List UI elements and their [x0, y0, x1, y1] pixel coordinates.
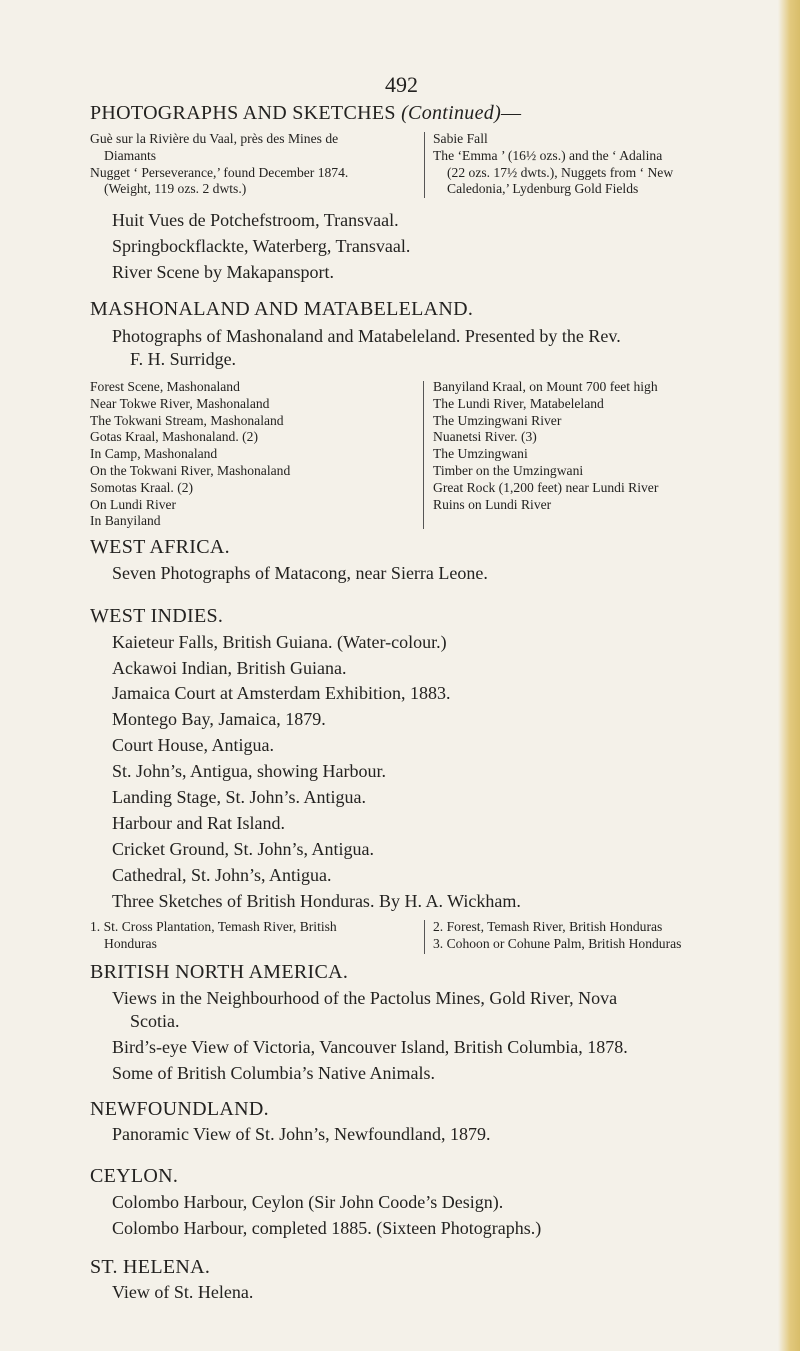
list-item: Seven Photographs of Matacong, near Sierra Leone. [112, 563, 488, 583]
list-item: Ackawoi Indian, British Guiana. [112, 658, 347, 678]
section-heading-st-helena: ST. HELENA. [90, 1256, 211, 1278]
column-divider [424, 920, 425, 954]
list-item: In Camp, Mashonaland [90, 446, 218, 462]
section-heading-mashonaland: MASHONALAND AND MATABELELAND. [90, 298, 474, 320]
list-item: 1. St. Cross Plantation, Temash River, British [90, 919, 337, 934]
list-item: Landing Stage, St. John’s. Antigua. [112, 787, 366, 807]
list-item: Some of British Columbia’s Native Animals. [112, 1063, 435, 1083]
list-item: Panoramic View of St. John’s, Newfoundland, 1879. [112, 1124, 491, 1144]
list-item: Sabie Fall [433, 131, 488, 146]
list-item: Caledonia,’ Lydenburg Gold Fields [447, 181, 639, 197]
list-item: On Lundi River [90, 496, 177, 512]
list-item: Harbour and Rat Island. [112, 813, 285, 833]
list-item: The ‘Emma ’ (16½ ozs.) and the ‘ Adalina [433, 147, 663, 163]
list-item: River Scene by Makapansport. [112, 262, 334, 282]
list-item: Guè sur la Rivière du Vaal, près des Mines de [90, 131, 339, 146]
list-item: In Banyiland [90, 513, 161, 529]
list-item: Court House, Antigua. [112, 735, 274, 755]
mashonaland-intro-continued: F. H. Surridge. [130, 349, 237, 369]
section-heading-british-north-america: BRITISH NORTH AMERICA. [90, 961, 349, 983]
list-item: Cricket Ground, St. John’s, Antigua. [112, 839, 374, 859]
column-divider [423, 381, 424, 529]
photographs-heading-dash: — [501, 102, 522, 124]
section-heading-west-africa: WEST AFRICA. [90, 536, 230, 558]
photographs-heading [90, 102, 521, 125]
photographs-heading-continued: (Continued) [401, 102, 502, 124]
list-item: 2. Forest, Temash River, British Honduras [433, 919, 663, 934]
mashonaland-intro: Photographs of Mashonaland and Matabeleland. Presented by the Rev. [112, 326, 621, 346]
list-item: Colombo Harbour, completed 1885. (Sixteen Photographs.) [112, 1218, 542, 1238]
list-item: Diamants [104, 147, 157, 163]
south-africa-right-column [433, 131, 763, 198]
column-divider [424, 132, 425, 198]
photographs-heading-title: PHOTOGRAPHS AND SKETCHES [90, 102, 396, 124]
list-item: Montego Bay, Jamaica, 1879. [112, 709, 326, 729]
section-heading-west-indies: WEST INDIES. [90, 605, 224, 627]
section-heading-ceylon: CEYLON. [90, 1165, 179, 1187]
list-item: Jamaica Court at Amsterdam Exhibition, 1883. [112, 683, 451, 703]
list-item: Bird’s-eye View of Victoria, Vancouver Island, British Columbia, 1878. [112, 1037, 628, 1057]
list-item: Near Tokwe River, Mashonaland [90, 395, 270, 411]
list-item: The Umzingwani River [433, 412, 562, 428]
list-item: Timber on the Umzingwani [433, 462, 584, 478]
list-item: The Lundi River, Matabeleland [433, 395, 604, 411]
list-item: Ruins on Lundi River [433, 496, 552, 512]
list-item: Nuanetsi River. (3) [433, 429, 537, 445]
south-africa-left-column [90, 131, 420, 198]
list-item: Colombo Harbour, Ceylon (Sir John Coode’s Design). [112, 1192, 504, 1212]
section-heading-newfoundland: NEWFOUNDLAND. [90, 1098, 269, 1120]
list-item: Huit Vues de Potchefstroom, Transvaal. [112, 210, 399, 230]
list-item: On the Tokwani River, Mashonaland [90, 462, 291, 478]
list-item: (Weight, 119 ozs. 2 dwts.) [104, 181, 247, 197]
list-item: View of St. Helena. [112, 1282, 254, 1302]
mashonaland-left-column [90, 379, 420, 530]
page-number: 492 [385, 72, 418, 97]
list-item: Three Sketches of British Honduras. By H. A. Wickham. [112, 891, 521, 911]
list-item: Gotas Kraal, Mashonaland. (2) [90, 429, 258, 445]
list-item: 3. Cohoon or Cohune Palm, British Honduras [433, 935, 682, 951]
honduras-sketches-right [433, 919, 773, 953]
list-item: Honduras [104, 935, 157, 951]
list-item: St. John’s, Antigua, showing Harbour. [112, 761, 387, 781]
list-item: Cathedral, St. John’s, Antigua. [112, 865, 332, 885]
list-item: Forest Scene, Mashonaland [90, 379, 240, 394]
mashonaland-right-column [433, 379, 763, 513]
list-item: Great Rock (1,200 feet) near Lundi River [433, 479, 659, 495]
list-item: Kaieteur Falls, British Guiana. (Water-colour.) [112, 632, 447, 652]
list-item: The Tokwani Stream, Mashonaland [90, 412, 284, 428]
list-item: Somotas Kraal. (2) [90, 479, 194, 495]
list-item: (22 ozs. 17½ dwts.), Nuggets from ‘ New [447, 164, 674, 180]
list-item: Springbockflackte, Waterberg, Transvaal. [112, 236, 411, 256]
list-item-continued: Scotia. [130, 1011, 180, 1031]
page-edge-shadow [778, 0, 800, 1351]
honduras-sketches-left [90, 919, 420, 953]
list-item: Banyiland Kraal, on Mount 700 feet high [433, 379, 658, 394]
list-item: Views in the Neighbourhood of the Pactolus Mines, Gold River, Nova [112, 988, 618, 1008]
list-item: Nugget ‘ Perseverance,’ found December 1874. [90, 164, 349, 180]
list-item: The Umzingwani [433, 446, 528, 462]
